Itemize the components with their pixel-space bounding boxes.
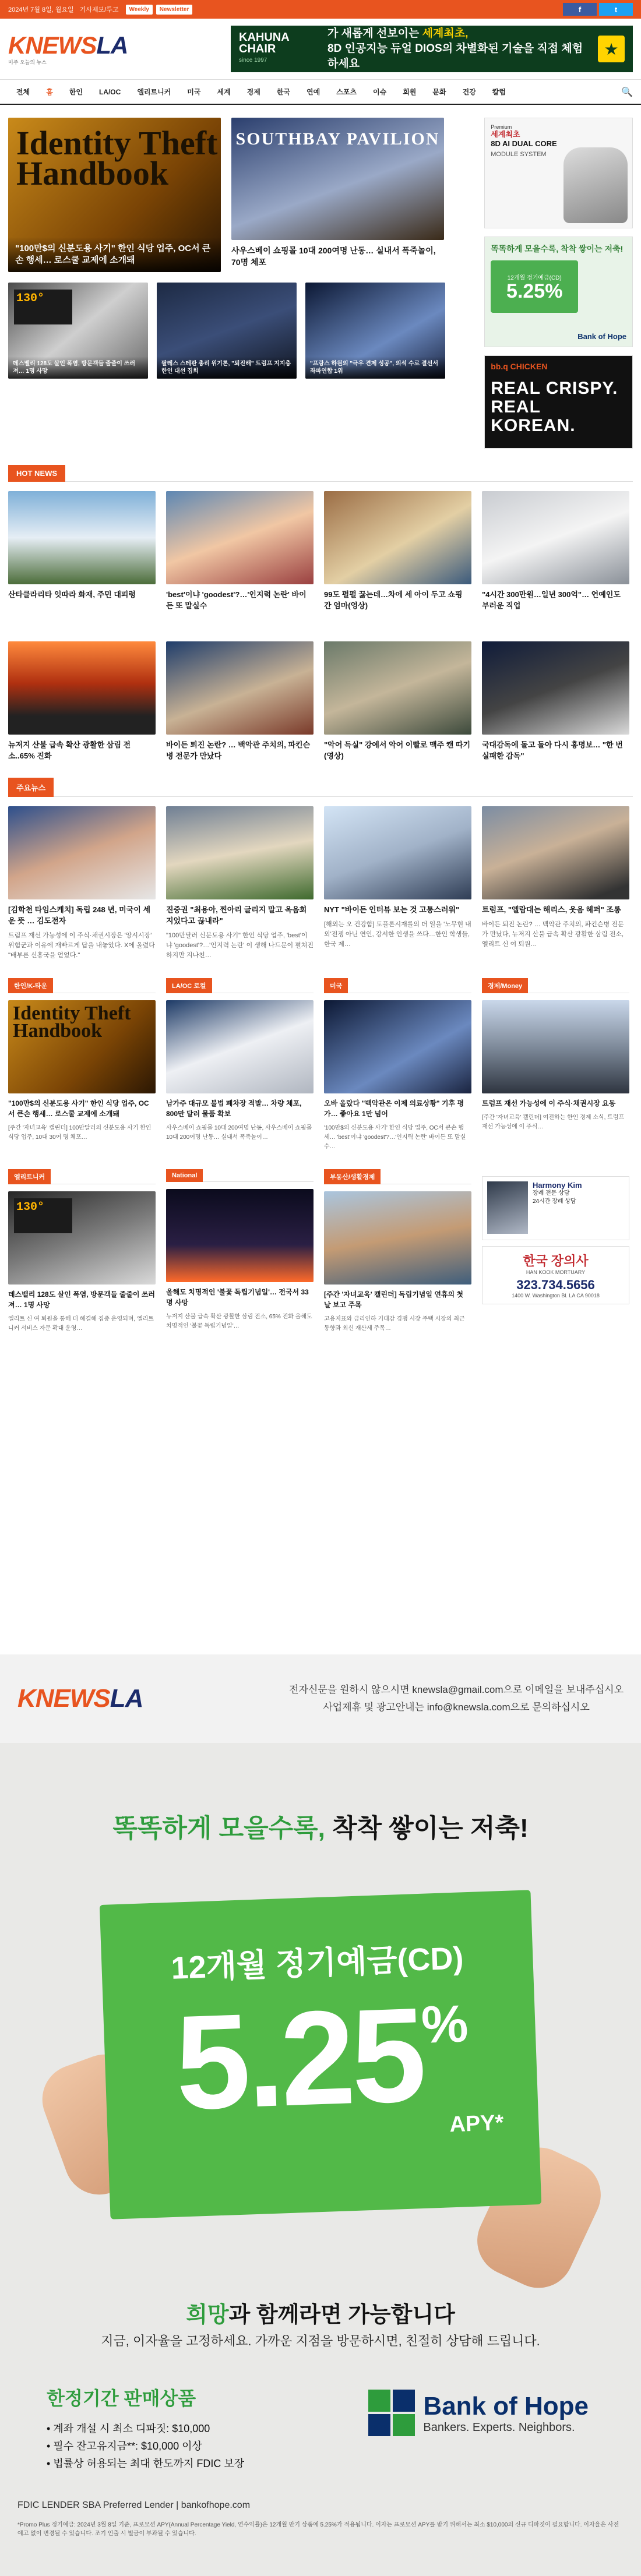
lead-story-2[interactable] [231, 118, 444, 272]
star-icon: ★ [598, 36, 625, 62]
logo-main: KNEWS [8, 31, 97, 59]
sidebar-ads [482, 1169, 629, 1333]
main-nav [0, 79, 641, 105]
hot-item[interactable] [8, 641, 156, 761]
mortuary-phone[interactable]: 323.734.5656 [516, 1278, 595, 1292]
sub-caption-1: 데스밸리 128도 살인 폭염, 방문객들 줄줄이 쓰러져… 1명 사망 [8, 357, 148, 379]
current-date: 2024년 7월 8일, 월요일 [8, 6, 74, 13]
category-title[interactable]: 남가주 대규모 불법 폐차장 적발… 차량 체포, 800만 달러 물품 확보 [166, 1099, 302, 1118]
hot-item[interactable] [324, 491, 471, 611]
hot-image[interactable] [8, 641, 156, 735]
nav-item-us[interactable]: 미국 [187, 88, 201, 96]
cd-term: 12개월 정기예금(CD) [170, 1940, 464, 1986]
main-news-image[interactable] [8, 806, 156, 899]
category-image-text: Identity Theft Handbook [13, 1003, 131, 1042]
bank-rate-card: 12개월 정기예금(CD) 5.25% [491, 260, 578, 313]
hot-title[interactable]: 바이든 퇴진 논란? … 백악관 주치의, 파킨슨병 전문가 만났다 [166, 740, 311, 760]
hot-title[interactable]: 'best'이냐 'goodest'?…'인지력 논란' 바이든 또 말실수 [166, 590, 307, 610]
nav-item-home[interactable]: 홈 [46, 88, 53, 96]
sub-caption-3: "프랑스 하원의 "극우 견제 성공", 의석 수로 결선서 좌파연합 1위 [305, 357, 445, 379]
nav-item-sports[interactable]: 스포츠 [336, 88, 357, 96]
sub-caption-2: 팔레스 스테판 총리 위기론, "퇴진해" 트럼프 지지층 한인 대선 집회 [157, 357, 297, 379]
category-tag[interactable]: 미국 [324, 978, 348, 993]
nav-item-all[interactable]: 전체 [16, 88, 30, 96]
facebook-icon[interactable]: f [563, 3, 597, 16]
newsletter-button[interactable]: Newsletter [156, 5, 193, 15]
twitter-icon[interactable]: t [599, 3, 633, 16]
bbq-ad[interactable] [484, 355, 633, 449]
category-tag[interactable]: LA/OC 로컬 [166, 978, 212, 993]
category-row-1 [8, 978, 633, 1152]
category-desc: '100만$의 신분도용 사기' 한인 식당 업주, OC서 큰손 행세… 'best'이냐 'goodest'?…'인지력 논란' 바이든 또 말실수… [324, 1125, 466, 1150]
logo-accent: LA [96, 31, 128, 59]
limited-offer-title: 한정기간 판매상품 [47, 2388, 196, 2409]
header-banner-ad[interactable] [231, 26, 633, 72]
hot-image[interactable] [166, 641, 314, 735]
main-news-item[interactable] [8, 806, 156, 961]
category-image[interactable] [324, 1191, 471, 1285]
category-desc: 사우스베이 쇼핑몰 10대 200여명 난동, 사우스베이 쇼핑몰 10대 200여명 난동… 실내서 폭죽놀이… [166, 1125, 312, 1141]
chair-ad-label: Premium [491, 124, 512, 130]
category-desc: 고용지표와 금리인하 기대감 경쟁 시장 주택 시장의 최근 동향과 최신 재산세 주목… [324, 1316, 465, 1332]
category-desc: 엘리트 신 여 퇴원을 통해 더 해결해 집중 운영되며, 엘리트니커 서비스 자문 확대 운영… [8, 1316, 154, 1332]
lead-image-text: Identity Theft Handbook [16, 124, 218, 192]
hot-item[interactable] [166, 641, 314, 761]
main-news-desc: 트럼프 재선 가능성에 이 주식·채권시장은 '앙시시장' 위험군과 이유에 재빠르게 답을 내놓았다. X에 올렸다 "배부른 신흥국을 얻었다." [8, 932, 155, 959]
category-title[interactable]: 트럼프 재선 가능성에 이 주식·채권시장 요동 [482, 1099, 616, 1107]
nav-item-column[interactable]: 칼럼 [492, 88, 506, 96]
sub-image-1[interactable] [8, 283, 148, 379]
category-column [482, 978, 629, 1152]
category-image[interactable] [8, 1000, 156, 1093]
bank-logo-icon [368, 2390, 415, 2436]
sub-story-1[interactable] [8, 283, 148, 379]
search-icon[interactable]: 🔍 [621, 87, 633, 97]
top-bar [0, 0, 641, 19]
category-desc: [주간 '자녀교육' 캘린더] 여전하는 한인 경제 소식, 트럼프 재선 가능성에 이 주식… [482, 1114, 625, 1130]
offer-item: • 계좌 개설 시 최소 디파짓: $10,000 [47, 2423, 210, 2434]
bbq-logo: bb.q CHICKEN [491, 362, 548, 371]
hot-title[interactable]: 99도 펄펄 끓는데…차에 세 아이 두고 쇼핑 간 엄마(영상) [324, 590, 463, 610]
main-news-grid [8, 806, 633, 961]
site-header [0, 19, 641, 79]
weekly-button[interactable]: Weekly [126, 5, 153, 15]
bank-ad-small[interactable] [484, 237, 633, 347]
funeral-ad-text: Harmony Kim 장례 전문 상담 24시간 장례 상담 [533, 1181, 582, 1205]
banner-sub-message: 지금, 이자율을 고정하세요. 가까운 지점을 방문하시면, 친절히 상담해 드립니다. [101, 2334, 540, 2348]
bank-slogan: Bankers. Experts. Neighbors. [423, 2420, 575, 2434]
main-news-desc: 바이든 퇴진 논란? … 백악관 주치의, 파킨슨병 전문가 만났다, 뉴저지 산불 급속 확산 광활한 삼림 전소, 엘리트 신 여 퇴원… [482, 921, 624, 948]
site-logo[interactable] [8, 33, 142, 66]
hot-title[interactable]: "악어 득실" 강에서 악어 이빨로 맥주 캔 따기 (영상) [324, 740, 471, 760]
nav-item-korea[interactable]: 한국 [276, 88, 291, 96]
nav-item-korean[interactable]: 한인 [69, 88, 83, 96]
main-news-image[interactable] [482, 806, 629, 899]
category-desc: [주간 '자녀교육' 캘린더] 100만달러의 신분도용 사기 한인 식당 업주, 10대 30여 명 체포… [8, 1125, 152, 1141]
hot-item[interactable] [324, 641, 471, 761]
sub-story-2[interactable] [157, 283, 297, 379]
category-title[interactable]: 데스밸리 128도 살인 폭염, 방문객들 줄줄이 쓰러져… 1명 사망 [8, 1290, 156, 1309]
footer-logo[interactable]: KNEWSLA [17, 1684, 143, 1713]
category-column [324, 978, 471, 1152]
category-image[interactable] [8, 1191, 156, 1285]
mortuary-ad[interactable] [482, 1246, 629, 1304]
category-title[interactable]: "100만$의 신분도용 사기" 한인 식당 업주, OC서 큰손 행세… 로스쿨 교제에 소개돼 [8, 1099, 149, 1118]
category-title[interactable]: [주간 '자녀교육' 캘린더] 독립기념일 연휴의 첫 날 보고 주목 [324, 1290, 464, 1309]
footer-line-2: 사업제휴 및 광고안내는 info@knewsla.com으로 문의하십시오 [323, 1702, 590, 1713]
main-news-item[interactable] [166, 806, 314, 961]
funeral-ad[interactable] [482, 1176, 629, 1240]
social-links [563, 3, 633, 16]
hot-image[interactable] [166, 491, 314, 584]
chair-ad-headline: 세계최초 8D AI DUAL CORE [491, 130, 557, 148]
mortuary-en-name: HAN KOOK MORTUARY [526, 1269, 586, 1275]
category-title[interactable]: 오바 올랐다 "백악관은 이제 의료상황" 기후 평가… 좋아요 1만 넘어 [324, 1099, 464, 1118]
site-footer [0, 1654, 641, 1743]
category-image[interactable] [482, 1000, 629, 1093]
category-image[interactable] [324, 1000, 471, 1093]
main-news-title[interactable]: 트럼프, "엘람대는 해리스, 웃음 헤퍼" 조롱 [482, 905, 621, 914]
ad-text: 가 새롭게 선보이는 세계최초, 8D 인공지능 듀얼 DIOS의 차별화된 기술을 직접 체험하세요 [327, 27, 583, 70]
mortuary-name: 한국 장의사 [523, 1254, 589, 1268]
hot-image[interactable] [482, 641, 629, 735]
nav-item-world[interactable]: 세계 [217, 88, 231, 96]
category-title[interactable]: 올해도 치명적인 '불꽃 독립기념일'… 전국서 33명 사망 [166, 1288, 309, 1307]
lead-caption-1: "100만$의 신분도용 사기" 한인 식당 업주, OC서 큰 손 행세… 로스쿨 교제에 소개돼 [8, 237, 221, 272]
bank-name: Bank of Hope [423, 2391, 589, 2420]
category-image[interactable] [166, 1189, 314, 1282]
hot-image[interactable] [8, 491, 156, 584]
main-news-image[interactable] [166, 806, 314, 899]
nav-item-elite[interactable]: 엘리트니커 [137, 88, 171, 96]
hot-image[interactable] [324, 491, 471, 584]
hot-image[interactable] [324, 641, 471, 735]
category-column [166, 978, 314, 1152]
hot-title[interactable]: 산타클라리타 잇따라 화재, 주민 대피령 [8, 590, 136, 599]
fdic-line: FDIC LENDER SBA Preferred Lender | bankofhope.com [17, 2500, 251, 2510]
hot-title[interactable]: 국대감독에 돌고 돌아 다시 홍명보… "한 번 실패한 감독" [482, 740, 623, 760]
category-tag[interactable]: National [166, 1169, 203, 1182]
category-tag[interactable]: 엘리트니커 [8, 1169, 51, 1184]
sub-image-3[interactable] [305, 283, 445, 379]
hot-title[interactable]: "4시간 300만원…일년 300억"… 연예인도 부러운 직업 [482, 590, 621, 610]
lead-image-2[interactable] [231, 118, 444, 240]
nav-item-la-oc[interactable]: LA/OC [98, 87, 121, 96]
main-news-desc: "100만달러 신분도용 사기" 한인 식당 업주, 'best'이냐 'goodest'?…'인지력 논란' 이 생해 나드문이 펼쳐진 하지만 지나친… [166, 932, 314, 959]
chair-ad-sub: MODULE SYSTEM [491, 151, 547, 158]
chair-ad[interactable] [484, 118, 633, 228]
nav-item-ent[interactable]: 연예 [307, 88, 320, 96]
hot-item[interactable] [482, 641, 629, 761]
nav-item-economy[interactable]: 경제 [246, 88, 260, 96]
sub-story-3[interactable] [305, 283, 445, 379]
offer-item: • 법률상 허용되는 최대 한도까지 FDIC 보장 [47, 2458, 245, 2469]
category-row-2 [8, 1169, 633, 1333]
main-news-item[interactable] [324, 806, 471, 961]
category-tag[interactable]: 한인/K-타운 [8, 978, 53, 993]
category-tag[interactable]: 부동산/생활경제 [324, 1169, 381, 1184]
bank-ad-headline: 똑똑하게 모을수록, 착착 쌓이는 저축! [491, 244, 624, 253]
hot-item[interactable] [166, 491, 314, 611]
hot-item[interactable] [8, 491, 156, 611]
hot-item[interactable] [482, 491, 629, 611]
fine-print: *Promo Plus 정기예금: 2024년 3월 8일 기준, 프로모션 APY(Annual Percentage Yield, 연수익률)은 12개월 만기 상품에 5.25%가 적용됩니다. 이자는 프로모션 APY를 받기 위해서는 최소 $10,000의 신규 디파짓이 필요합니다. 이자율은 사전 예고 없이 변경될 수 있습니다. 조기 인출 시 벌금이 부과될 수 있습니다. [17, 2522, 619, 2537]
bank-of-hope-banner[interactable] [0, 1743, 641, 2576]
mortuary-address: 1400 W. Washington Bl. LA CA 90018 [512, 1293, 600, 1298]
footer-contact [289, 1681, 624, 1716]
category-column [8, 1169, 156, 1333]
main-news-title[interactable]: [김학천 타임스케치] 독립 248 년, 미국이 세운 뜻 … 김도전자 [8, 905, 151, 925]
funeral-ad-photo [487, 1181, 528, 1234]
section-hot-news: HOT NEWS [8, 465, 65, 482]
category-column [166, 1169, 314, 1333]
limited-offer [47, 2384, 244, 2472]
lead-image-1[interactable] [8, 118, 221, 272]
main-news-item[interactable] [482, 806, 629, 961]
sub-image-2[interactable] [157, 283, 297, 379]
nav-item-issue[interactable]: 이슈 [373, 88, 387, 96]
hot-image[interactable] [482, 491, 629, 584]
nav-item-member[interactable]: 회원 [403, 88, 417, 96]
thermometer-sign: 130° [14, 1198, 72, 1233]
content [0, 118, 641, 1333]
section-main-news: 주요뉴스 [8, 778, 54, 797]
bank-ad-logo: Bank of Hope [577, 332, 626, 341]
lead-story-1[interactable] [8, 118, 221, 272]
cd-rate-card [100, 1890, 541, 2219]
lead-title-2[interactable]: 사우스베이 쇼핑몰 10대 200여명 난동… 실내서 폭죽놀이, 70명 체포 [231, 246, 436, 267]
footer-line-1: 전자신문을 원하시 않으시면 knewsla@gmail.com으로 이메일을 보내주십시오 [289, 1684, 624, 1695]
banner-headline: 똑똑하게 모을수록, 착착 쌓이는 저축! [112, 1814, 529, 1843]
offer-item: • 필수 잔고유지금**: $10,000 이상 [47, 2440, 202, 2452]
pavilion-sign: SOUTHBAY PAVILION [235, 129, 440, 149]
category-column [324, 1169, 471, 1333]
massage-chair-image [563, 147, 628, 223]
banner-message: 희망과 함께라면 가능합니다 [186, 2303, 455, 2327]
cd-rate: 5.25% [173, 1979, 466, 2138]
category-desc: 뉴저지 산불 급속 확산 광활한 삼림 전소, 65% 진화 올해도 치명적인 '불꽃 독립기념일'… [166, 1314, 312, 1329]
category-column [8, 978, 156, 1152]
logo-subtitle: 미주 오늘의 뉴스 [8, 59, 47, 65]
tip-link[interactable]: 기사제보/투고 [79, 6, 119, 13]
main-news-image[interactable] [324, 806, 471, 899]
main-news-desc: [해외는 오 건강함] 토플론시재를의 더 일을 '노무현 내외'전쟁 아닌 연인, 강서한 인생을 쓰다…한인 학생들, 한국 제… [324, 921, 471, 948]
apy-label: APY* [449, 2111, 505, 2137]
bank-of-hope-logo[interactable] [368, 2390, 589, 2436]
nav-item-health[interactable]: 건강 [462, 88, 476, 96]
category-tag[interactable]: 경제/Money [482, 978, 528, 993]
main-news-title[interactable]: 진중권 "최용아, 찐아리 글리지 말고 옥음회 지었다고 끊내라" [166, 905, 307, 925]
main-news-title[interactable]: NYT "바이든 인터뷰 보는 것 고통스러워" [324, 905, 460, 914]
thermometer-sign: 130° [14, 290, 72, 324]
category-image[interactable] [166, 1000, 314, 1093]
bbq-slogan: REAL CRISPY. REAL KOREAN. [491, 379, 618, 435]
ad-brand: KAHUNA CHAIR since 1997 [239, 31, 289, 63]
hot-news-grid [8, 491, 633, 761]
nav-item-culture[interactable]: 문화 [432, 88, 446, 96]
hot-title[interactable]: 뉴저지 산불 급속 확산 광활한 삼림 전소..65% 진화 [8, 740, 131, 760]
